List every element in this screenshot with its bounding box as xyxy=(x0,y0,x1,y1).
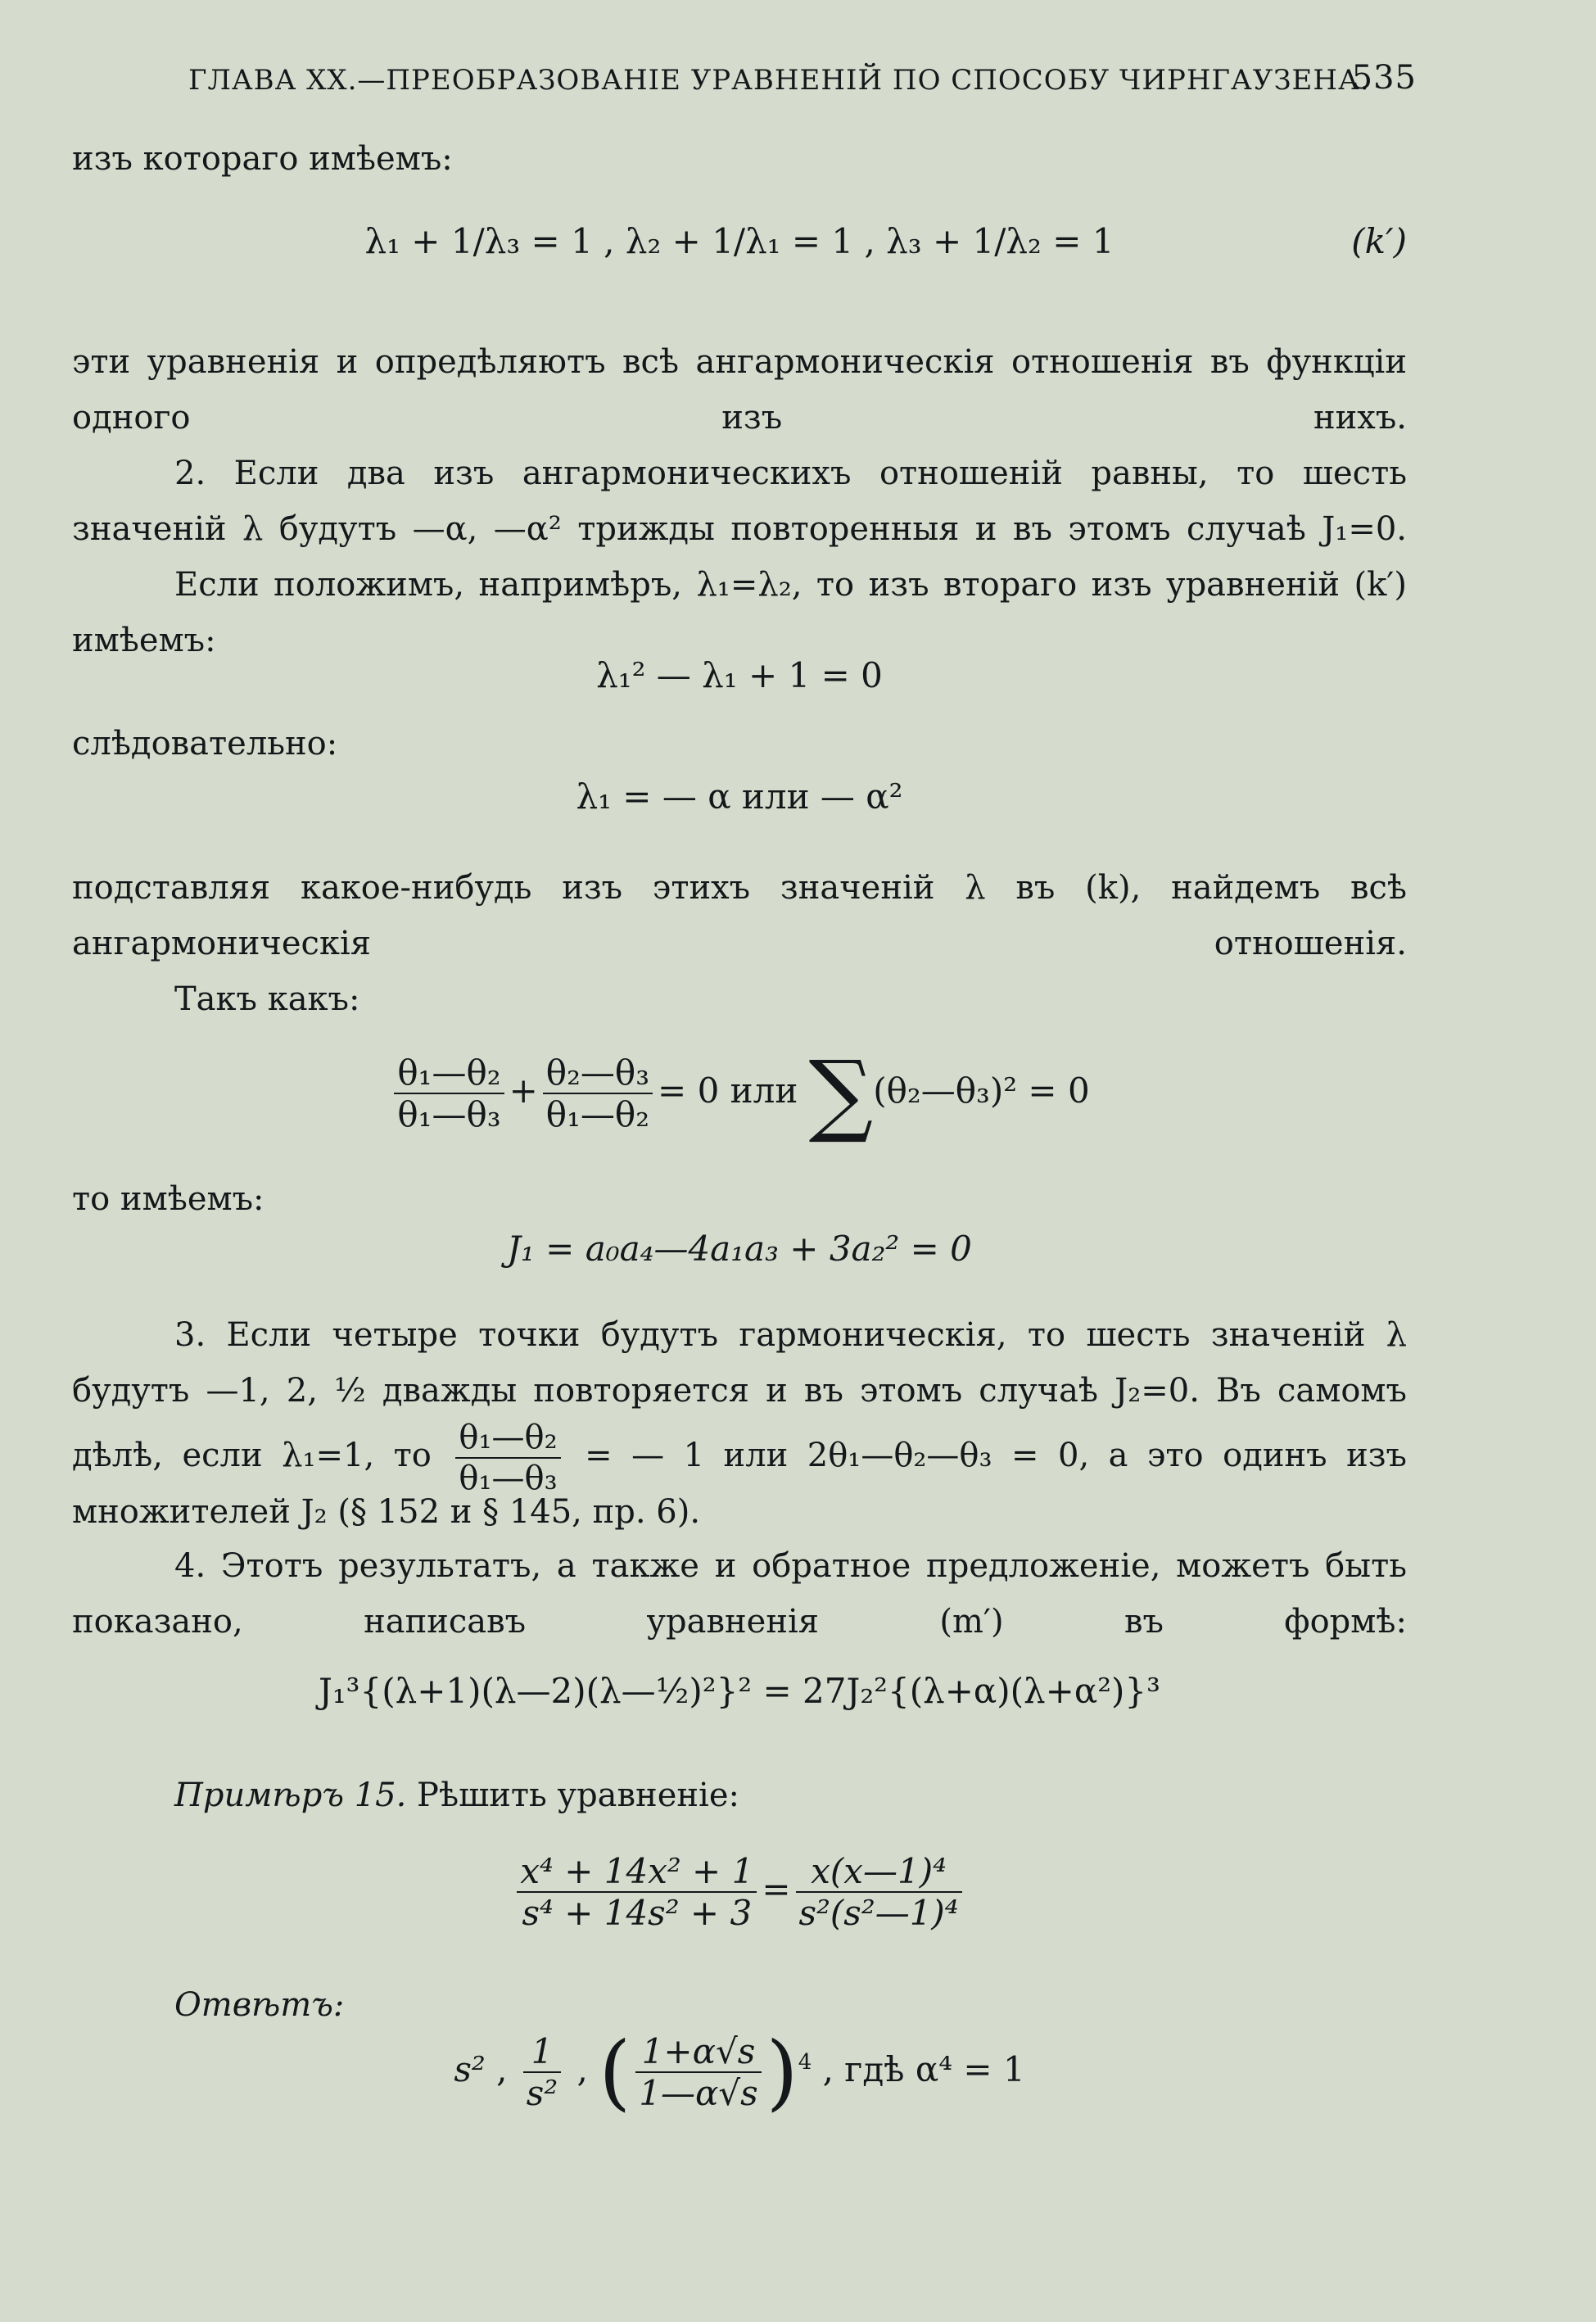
example-label: Примѣръ 15. xyxy=(174,1777,407,1814)
fraction xyxy=(523,2031,561,2113)
paragraph-case-3: 3. Если четыре точки будутъ гармоническія, то шесть значеній λ будутъ —1, 2, ½ дважды повторяется и въ этомъ случаѣ J₂=0. Въ самомъ xyxy=(72,1316,1407,1410)
equation-lambda-values-body: λ₁ = — α или — α² xyxy=(576,776,903,817)
paragraph-case-2: 2. Если два изъ ангармоническихъ отношеній равны, то шесть значеній λ будутъ —α, —α² трижды повторенныя и въ этомъ случаѣ J₁=0. xyxy=(72,455,1407,548)
separator: , xyxy=(496,2049,508,2089)
answer-label: Отвѣтъ: xyxy=(174,1986,345,2024)
fraction-numerator: 1+α√s xyxy=(635,2031,761,2073)
equation-theta-sum xyxy=(72,1041,1407,1163)
paragraph-since: Такъ какъ: xyxy=(174,980,360,1018)
fraction-denominator: s²(s²—1)⁴ xyxy=(798,1893,959,1933)
fraction xyxy=(394,1052,504,1134)
left-paren: ( xyxy=(599,2024,631,2120)
fraction-numerator: θ₁—θ₂ xyxy=(455,1418,560,1459)
paragraph-consequently: слѣдовательно: xyxy=(72,725,338,763)
fraction xyxy=(796,1851,962,1933)
paragraph-intro: изъ котораго имѣемъ: xyxy=(72,140,453,178)
paragraph-example-setup: Если положимъ, напримѣръ, λ₁=λ₂, то изъ втораго изъ уравненій (k′) имѣемъ: xyxy=(72,566,1407,659)
equation-tag: (k′) xyxy=(1351,221,1407,261)
fraction-numerator: x(x—1)⁴ xyxy=(796,1851,962,1893)
paragraph-text: эти уравненія и опредѣляютъ всѣ ангармоническія отношенія въ функціи одного изъ нихъ. xyxy=(72,343,1407,437)
answer-term-a: s² xyxy=(454,2049,486,2089)
equation-middle: = 0 или xyxy=(658,1070,798,1111)
separator: , xyxy=(576,2049,588,2089)
fraction-denominator: θ₁—θ₃ xyxy=(397,1094,501,1134)
fraction-numerator: x⁴ + 14x² + 1 xyxy=(517,1851,757,1893)
example-text: Рѣшить уравненіе: xyxy=(417,1777,739,1814)
line-suffix: = — 1 или 2θ₁—θ₂—θ₃ = 0, а это одинъ изъ xyxy=(585,1437,1408,1474)
paragraph-then: то имѣемъ: xyxy=(72,1180,264,1218)
fraction-numerator: θ₂—θ₃ xyxy=(543,1052,653,1094)
equation-J1-body: J₁ = a₀a₄—4a₁a₃ + 3a₂² = 0 xyxy=(507,1229,972,1269)
equation-theta-sum-body: $\frac{\text{θ₁—θ₂}}{\text{θ₁—θ₃}}$ + $\frac{\text{θ₂—θ₃}}{\text{θ₁—θ₂}}$ = 0 или ∑(θ₂—θ₃)² = 0 xyxy=(72,1048,1407,1138)
equation-rhs: (θ₂—θ₃)² = 0 xyxy=(873,1070,1090,1111)
header-title: ГЛАВА XX.—ПРЕОБРАЗОВАНІЕ УРАВНЕНІЙ ПО СПОСОБУ ЧИРНГАУЗЕНА. xyxy=(188,64,1370,97)
equation-example-body xyxy=(72,1851,1407,1933)
equation-example xyxy=(72,1851,1407,1966)
equation-m-prime-form-body: J₁³{(λ+1)(λ—2)(λ—½)²}² = 27J₂²{(λ+α)(λ+α²)}³ xyxy=(319,1671,1160,1711)
line-prefix: дѣлѣ, если λ₁=1, то xyxy=(72,1437,432,1474)
running-header xyxy=(188,59,1417,108)
equation-k-prime xyxy=(72,221,1407,319)
fraction-denominator: s² xyxy=(526,2073,558,2113)
fraction-numerator: θ₁—θ₂ xyxy=(394,1052,504,1094)
equals-sign: = xyxy=(762,1869,791,1909)
fraction xyxy=(543,1052,653,1134)
paragraph-case-4: 4. Этотъ результатъ, а также и обратное предложеніе, можетъ быть показано, написавъ уравненія (m′) въ формѣ: xyxy=(72,1547,1407,1641)
fraction-numerator: 1 xyxy=(523,2031,561,2073)
right-paren: ) xyxy=(766,2024,798,2120)
fraction-denominator: 1—α√s xyxy=(639,2073,758,2113)
answer-tail: , гдѣ α⁴ = 1 xyxy=(822,2049,1025,2089)
answer-heading xyxy=(72,1977,1407,2033)
paragraph-case-3-end: множителей J₂ (§ 152 и § 145, пр. 6). xyxy=(72,1493,701,1531)
exponent: 4 xyxy=(798,2050,812,2075)
paragraph-substitution: подставляя какое-нибудь изъ этихъ значеній λ въ (k), найдемъ всѣ ангармоническія отношенія. xyxy=(72,869,1407,962)
example-heading xyxy=(72,1768,1407,1823)
summation-sign: ∑ xyxy=(808,1041,874,1146)
equation-answer xyxy=(72,2024,1407,2154)
fraction xyxy=(635,2031,761,2113)
equation-k-prime-body: λ₁ + 1/λ₃ = 1 , λ₂ + 1/λ₁ = 1 , λ₃ + 1/λ₂ = 1 xyxy=(364,221,1114,261)
fraction-denominator: s⁴ + 14s² + 3 xyxy=(522,1893,753,1933)
fraction-denominator: θ₁—θ₂ xyxy=(545,1094,650,1134)
equation-answer-body xyxy=(72,2024,1407,2120)
fraction xyxy=(517,1851,757,1933)
page-number: 535 xyxy=(1351,59,1417,97)
equation-quadratic-body: λ₁² — λ₁ + 1 = 0 xyxy=(596,655,883,695)
fraction-denominator: θ₁—θ₃ xyxy=(459,1460,558,1497)
equation-m-prime-form xyxy=(72,1671,1407,1769)
